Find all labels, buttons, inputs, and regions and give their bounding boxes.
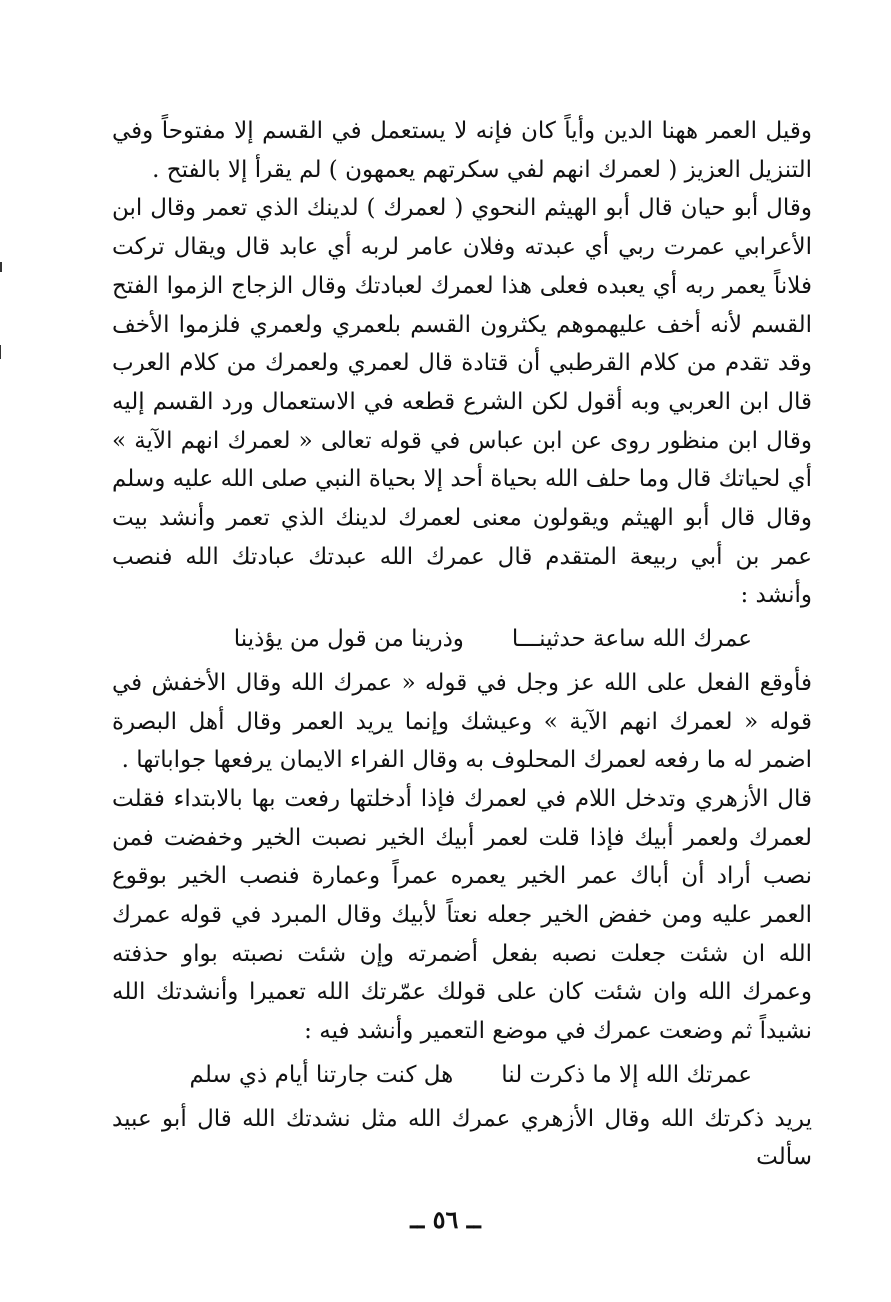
verse-1-first-hemistich: عمرك الله ساعة حدثينـــا <box>511 626 752 653</box>
paragraph-4: قال الأزهري وتدخل اللام في لعمرك فإذا أدخلتها رفعت بها بالابتداء فقلت لعمرك ولعمر أبيك فإذا قلت لعمر أبيك الخير نصبت الخير وخفضت فمن نصب أراد أن أباك عمر الخير يعمره عمراً وعمارة فنصب الخير بوقوع العمر عليه ومن خفض الخير جعله نعتاً لأبيك وقال المبرد في قوله عمرك الله ان شئت جعلت نصبه بفعل أضمرته وإن شئت نصبته بواو حذفته وعمرك الله وان شئت كان على قولك عمّرتك الله تعميرا وأنشدتك الله نشيداً ثم وضعت عمرك في موضع التعمير وأنشد فيه : <box>112 785 812 1045</box>
margin-mark-top <box>0 262 2 272</box>
verse-2-second-hemistich: هل كنت جارتنا أيام ذي سلم <box>189 1061 454 1088</box>
document-page <box>112 112 812 1177</box>
verse-2 <box>112 1056 812 1095</box>
page-number: ــ ٥٦ ــ <box>410 1205 481 1234</box>
paragraph-1: وقيل العمر ههنا الدين وأياً كان فإنه لا يستعمل في القسم إلا مفتوحاً وفي التنزيل العزيز ( لعمرك انهم لفي سكرتهم يعمهون ) لم يقرأ إلا بالفتح . <box>112 118 812 183</box>
margin-mark-bottom <box>0 345 1 359</box>
verse-2-first-hemistich: عمرتك الله إلا ما ذكرت لنا <box>501 1061 752 1088</box>
verse-1-second-hemistich: وذرينا من قول من يؤذينا <box>233 626 464 653</box>
paragraph-5: يريد ذكرتك الله وقال الأزهري عمرك الله مثل نشدتك الله قال أبو عبيد سألت <box>112 1105 812 1171</box>
paragraph-3: فأوقع الفعل على الله عز وجل في قوله « عمرك الله وقال الأخفش في قوله « لعمرك انهم الآية » وعيشك وإنما يريد العمر وقال أهل البصرة اضمر له ما رفعه لعمرك المحلوف به وقال الفراء الايمان يرفعها جواباتها . <box>112 669 812 774</box>
paragraph-2: وقال أبو حيان قال أبو الهيثم النحوي ( لعمرك ) لدينك الذي تعمر وقال ابن الأعرابي عمرت ربي أي عبدته وفلان عامر لربه أي عابد قال ويقال تركت فلاناً يعمر ربه أي يعبده فعلى هذا لعمرك لعبادتك وقال الزجاج الزموا الفتح القسم لأنه أخف عليهموهم يكثرون القسم بلعمري ولعمري فلزموا الأخف وقد تقدم من كلام القرطبي أن قتادة قال لعمري ولعمرك من كلام العرب قال ابن العربي وبه أقول لكن الشرع قطعه في الاستعمال ورد القسم إليه وقال ابن منظور روى عن ابن عباس في قوله تعالى « لعمرك انهم الآية » أي لحياتك قال وما حلف الله بحياة أحد إلا بحياة النبي صلى الله عليه وسلم وقال قال أبو الهيثم ويقولون معنى لعمرك لدينك الذي تعمر وأنشد بيت عمر بن أبي ربيعة المتقدم قال عمرك الله عبدتك عبادتك الله فنصب وأنشد : <box>112 195 812 609</box>
verse-1 <box>112 620 812 659</box>
